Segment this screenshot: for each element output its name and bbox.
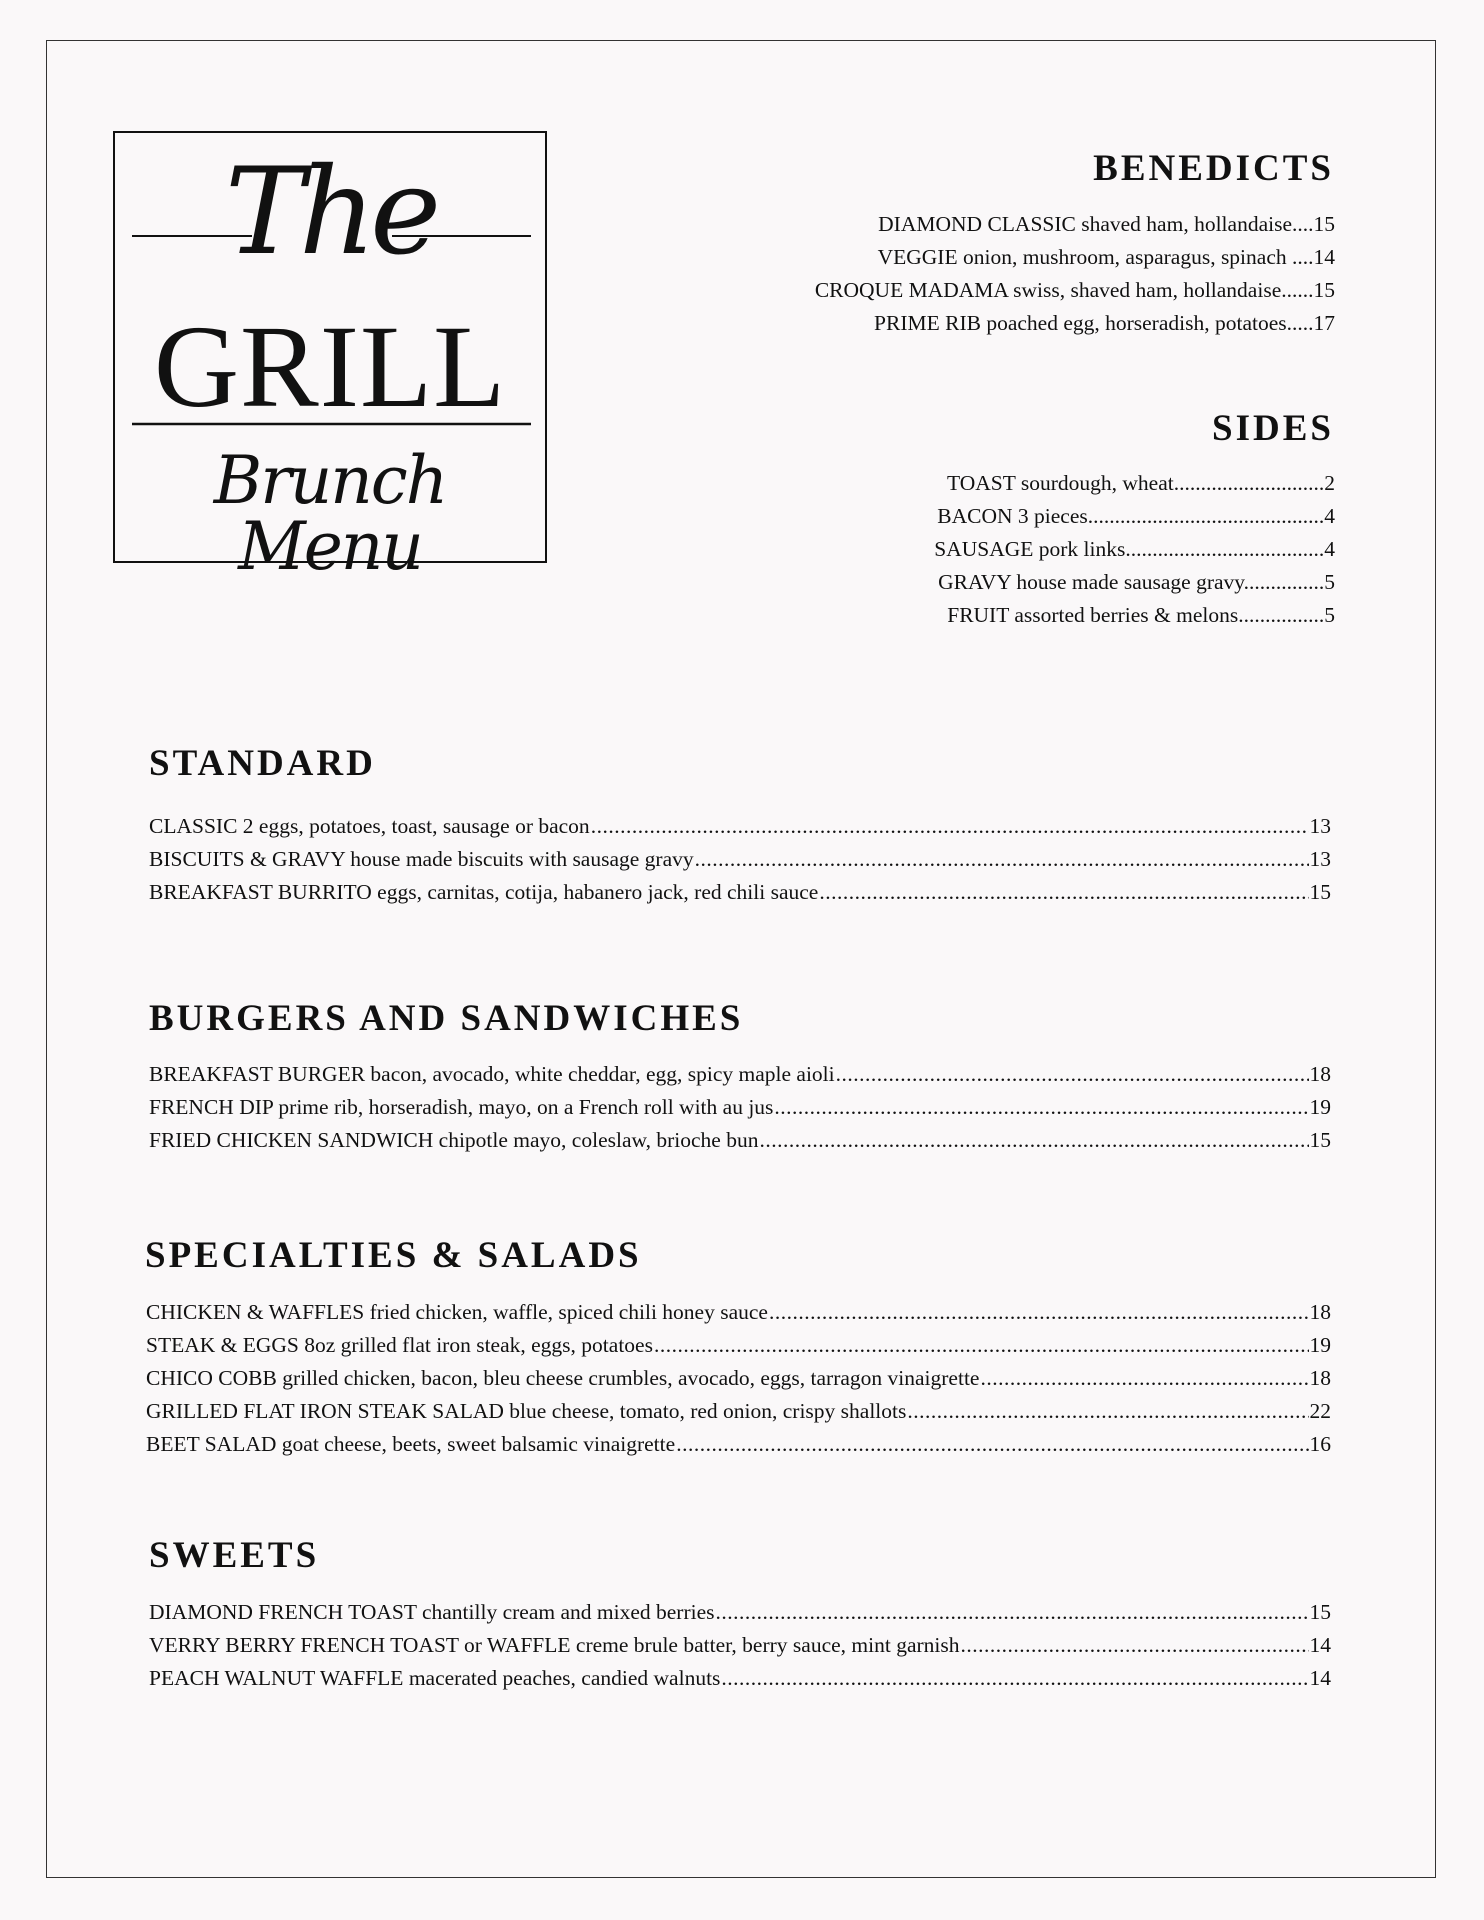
item-price: 22 xyxy=(1309,1399,1331,1423)
logo-brunch-menu: Brunch Menu xyxy=(213,442,447,585)
leader-dots xyxy=(759,1124,1308,1157)
list-item xyxy=(149,1662,1331,1695)
item-name: BEET SALAD goat cheese, beets, sweet balsamic vinaigrette xyxy=(146,1432,676,1456)
item-price: 19 xyxy=(1309,1333,1331,1357)
item-price: 18 xyxy=(1309,1300,1331,1324)
list-item xyxy=(146,1329,1331,1362)
sweets-title: SWEETS xyxy=(149,1535,320,1576)
item-name: CHICO COBB grilled chicken, bacon, bleu cheese crumbles, avocado, eggs, tarragon vinaigrette xyxy=(146,1366,980,1390)
list-item xyxy=(149,1091,1331,1124)
item-name: CHICKEN & WAFFLES fried chicken, waffle, spiced chili honey sauce xyxy=(146,1300,768,1324)
item-name: DIAMOND FRENCH TOAST chantilly cream and mixed berries xyxy=(149,1600,715,1624)
standard-title: STANDARD xyxy=(149,743,376,784)
item-price: 13 xyxy=(1309,814,1331,838)
item-price: 14 xyxy=(1309,1633,1331,1657)
benedicts-list xyxy=(815,208,1335,340)
item-name: GRILLED FLAT IRON STEAK SALAD blue cheese, tomato, red onion, crispy shallots xyxy=(146,1399,907,1423)
sides-list xyxy=(934,467,1335,632)
list-item xyxy=(149,1596,1331,1629)
leader-dots xyxy=(774,1091,1308,1124)
leader-dots xyxy=(819,876,1308,909)
list-item: FRUIT assorted berries & melons................5 xyxy=(947,603,1335,627)
list-item xyxy=(149,1629,1331,1662)
list-item: VEGGIE onion, mushroom, asparagus, spinach ....14 xyxy=(877,245,1335,269)
item-name: STEAK & EGGS 8oz grilled flat iron steak, eggs, potatoes xyxy=(146,1333,653,1357)
burgers-title: BURGERS AND SANDWICHES xyxy=(149,998,744,1039)
item-price: 19 xyxy=(1309,1095,1331,1119)
list-item xyxy=(149,1058,1331,1091)
leader-dots xyxy=(769,1296,1309,1329)
leader-dots xyxy=(676,1428,1308,1461)
list-item xyxy=(149,876,1331,909)
list-item: PRIME RIB poached egg, horseradish, potatoes.....17 xyxy=(874,311,1335,335)
leader-dots xyxy=(836,1058,1309,1091)
standard-list xyxy=(149,810,1331,909)
list-item: BACON 3 pieces............................................4 xyxy=(937,504,1335,528)
list-item xyxy=(149,843,1331,876)
leader-dots xyxy=(721,1662,1308,1695)
list-item xyxy=(149,810,1331,843)
leader-dots xyxy=(907,1395,1308,1428)
item-price: 18 xyxy=(1309,1062,1331,1086)
list-item: SAUSAGE pork links.....................................4 xyxy=(934,537,1335,561)
burgers-list xyxy=(149,1058,1331,1157)
item-name: BREAKFAST BURRITO eggs, carnitas, cotija, habanero jack, red chili sauce xyxy=(149,880,819,904)
item-name: CLASSIC 2 eggs, potatoes, toast, sausage or bacon xyxy=(149,814,590,838)
sweets-list xyxy=(149,1596,1331,1695)
item-price: 15 xyxy=(1309,880,1331,904)
item-price: 16 xyxy=(1309,1432,1331,1456)
item-name: FRIED CHICKEN SANDWICH chipotle mayo, coleslaw, brioche bun xyxy=(149,1128,759,1152)
leader-dots xyxy=(961,1629,1309,1662)
leader-dots xyxy=(591,810,1309,843)
item-name: PEACH WALNUT WAFFLE macerated peaches, candied walnuts xyxy=(149,1666,721,1690)
leader-dots xyxy=(716,1596,1309,1629)
list-item xyxy=(146,1428,1331,1461)
list-item xyxy=(146,1362,1331,1395)
item-name: BREAKFAST BURGER bacon, avocado, white cheddar, egg, spicy maple aioli xyxy=(149,1062,835,1086)
list-item xyxy=(146,1395,1331,1428)
item-name: FRENCH DIP prime rib, horseradish, mayo, on a French roll with au jus xyxy=(149,1095,774,1119)
item-price: 18 xyxy=(1309,1366,1331,1390)
item-price: 13 xyxy=(1309,847,1331,871)
item-name: BISCUITS & GRAVY house made biscuits with sausage gravy xyxy=(149,847,694,871)
sides-title: SIDES xyxy=(1212,408,1334,449)
specialties-list xyxy=(146,1296,1331,1461)
list-item: TOAST sourdough, wheat............................2 xyxy=(947,471,1335,495)
logo xyxy=(113,131,547,585)
list-item xyxy=(149,1124,1331,1157)
list-item: DIAMOND CLASSIC shaved ham, hollandaise....15 xyxy=(878,212,1335,236)
logo-the: The xyxy=(224,143,436,282)
list-item: GRAVY house made sausage gravy...............5 xyxy=(938,570,1335,594)
benedicts-title: BENEDICTS xyxy=(1093,148,1334,189)
list-item: CROQUE MADAMA swiss, shaved ham, hollandaise......15 xyxy=(814,278,1335,302)
item-name: VERRY BERRY FRENCH TOAST or WAFFLE creme brule batter, berry sauce, mint garnish xyxy=(149,1633,960,1657)
specialties-title: SPECIALTIES & SALADS xyxy=(145,1235,642,1276)
leader-dots xyxy=(980,1362,1308,1395)
item-price: 15 xyxy=(1309,1600,1331,1624)
leader-dots xyxy=(695,843,1309,876)
logo-grill: GRILL xyxy=(153,301,507,432)
list-item xyxy=(146,1296,1331,1329)
item-price: 14 xyxy=(1309,1666,1331,1690)
item-price: 15 xyxy=(1309,1128,1331,1152)
leader-dots xyxy=(654,1329,1309,1362)
